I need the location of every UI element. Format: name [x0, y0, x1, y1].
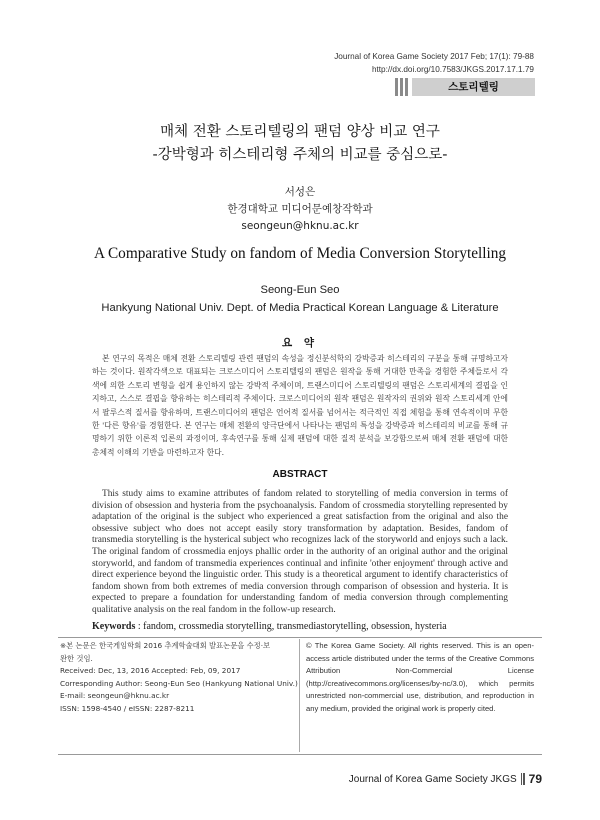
footnote-line: 완한 것임. [60, 653, 93, 663]
footer-bars [521, 773, 525, 785]
abstract-english-heading: ABSTRACT [272, 469, 328, 480]
author-name-korean: 서성은 [284, 186, 316, 198]
author-name-english: Seong-Eun Seo [260, 284, 340, 296]
keywords [92, 621, 522, 632]
license-notice: © The Korea Game Society. All rights reserved. This is an open-access article distributed under the terms of the Creative Commons Attribution Non-Commercial License (http://creativecommons.org/licenses/by-nc/3.0), which permits unrestricted non-commercial use, distribution, and reproduction in any medium, provided the original work is properly cited. [306, 641, 534, 713]
journal-citation [334, 50, 534, 76]
keywords-separator: : [135, 621, 144, 632]
keywords-text: fandom, crossmedia storytelling, transmediastorytelling, obsession, hysteria [143, 621, 447, 632]
doi-link[interactable]: http://dx.doi.org/10.7583/JKGS.2017.17.1.79 [371, 65, 534, 74]
section-tag-label: 스토리텔링 [412, 78, 535, 96]
journal-citation-line: Journal of Korea Game Society 2017 Feb; 17(1): 79-88 [334, 52, 534, 61]
abstract-korean-text: 본 연구의 목적은 매체 전환 스토리텔링 관련 팬덤의 속성을 정신분석학의 강박증과 히스테리의 구분을 통해 규명하고자 하는 것이다. 원작각색으로 대표되는 크로스미디어 스토리텔링의 팬덤은 원작을 통해 거대한 만족을 경험한 주체들로서 각색에 의한 스토리 변형을 쉽게 용인하지 않는 강박적 주체이며, 트랜스미디어 스토리텔링의 팬덤은 스토리세계의 결핍을 인지하고, 스스로 결핍을 향유하는 히스테리적 주체이다. 크로스미디어의 원작 팬덤은 원작자의 권위와 원작 스토리세계 안에서 팔루스적 질서를 향유하며, 트랜스미디어의 팬덤은 언어적 질서를 넘어서는 적극적인 직접 체험을 통해 연속적이며 무한한 '다른 향유'를 경험한다. 본 연구는 매체 전환의 양극단에서 나타나는 팬덤의 특성을 강박증과 히스테리의 비교를 통해 규명하기 위한 이론적 입론의 과정이며, 후속연구를 통해 실제 팬덤에 대한 질적 분석을 보강함으로써 매체 전환 팬덤에 대한 총체적 이해의 기반을 마련하고자 한다. [92, 354, 508, 457]
abstract-korean-heading: 요 약 [282, 337, 318, 349]
abstract-korean [92, 352, 508, 459]
title-korean-line1: 매체 전환 스토리텔링의 팬덤 양상 비교 연구 [160, 124, 440, 140]
footnote-divider-vertical [299, 639, 300, 752]
section-tag-bars [395, 78, 408, 96]
author-affiliation-english: Hankyung National Univ. Dept. of Media Practical Korean Language & Literature [101, 302, 499, 314]
footnote-line: ISSN: 1598-4540 / eISSN: 2287-8211 [60, 703, 195, 713]
abstract-english-text: This study aims to examine attributes of fandom related to storytelling of media conversion in terms of division of obsession and hysteria from the psychoanalysis. Fandom of crossmedia storytelling represented by adaptation of the original is the subject who experienced a great satisfaction from the original and also the obsessive subject who does not accept easily story transformation by adaptation. Besides, fandom of transmedia storytelling is the hysterical subject who recognizes lack of the storyworld and enjoys such a lack. The original fandom of crossmedia enjoys phallic order in the authority of an original author and the original storyworld, and fandom of transmedia experiences continual and infinite 'other enjoyment' through active and direct experience beyond the linguistic order. This study is a theoretical argument to identify characteristics of fandom shown from both extremes of media conversion through comparison of obsession and hysteria. It is expected to prepare a foundation for understanding fandom of media conversion through complementing qualitative analysis on the real fandom in the follow-up research. [92, 489, 508, 615]
page-number: 79 [528, 772, 542, 786]
footnote-line: Received: Dec, 13, 2016 Accepted: Feb, 09, 2017 [60, 666, 241, 676]
footnote-divider-top [58, 637, 542, 638]
footnote-line: E-mail: seongeun@hknu.ac.kr [60, 691, 170, 701]
author-affiliation-korean: 한경대학교 미디어문예창작학과 [227, 203, 373, 215]
title-korean-line2: -강박형과 히스테리형 주체의 비교를 중심으로- [152, 147, 448, 163]
footnote-left [60, 640, 296, 716]
footnote-line: Corresponding Author: Seong-Eun Seo (Hankyung National Univ.) [60, 678, 298, 688]
footnote-divider-bottom [58, 754, 542, 755]
footer-journal-name: Journal of Korea Game Society JKGS [348, 773, 517, 785]
abstract-english [92, 489, 508, 617]
page-footer [349, 772, 542, 786]
keywords-label: Keywords [92, 621, 136, 632]
section-tag [395, 78, 535, 96]
author-email[interactable]: seongeun@hknu.ac.kr [241, 220, 359, 232]
title-english: A Comparative Study on fandom of Media Conversion Storytelling [93, 245, 507, 262]
footnote-line: ※본 논문은 한국게임학회 2016 추계학술대회 발표논문을 수정·보 [60, 641, 271, 650]
